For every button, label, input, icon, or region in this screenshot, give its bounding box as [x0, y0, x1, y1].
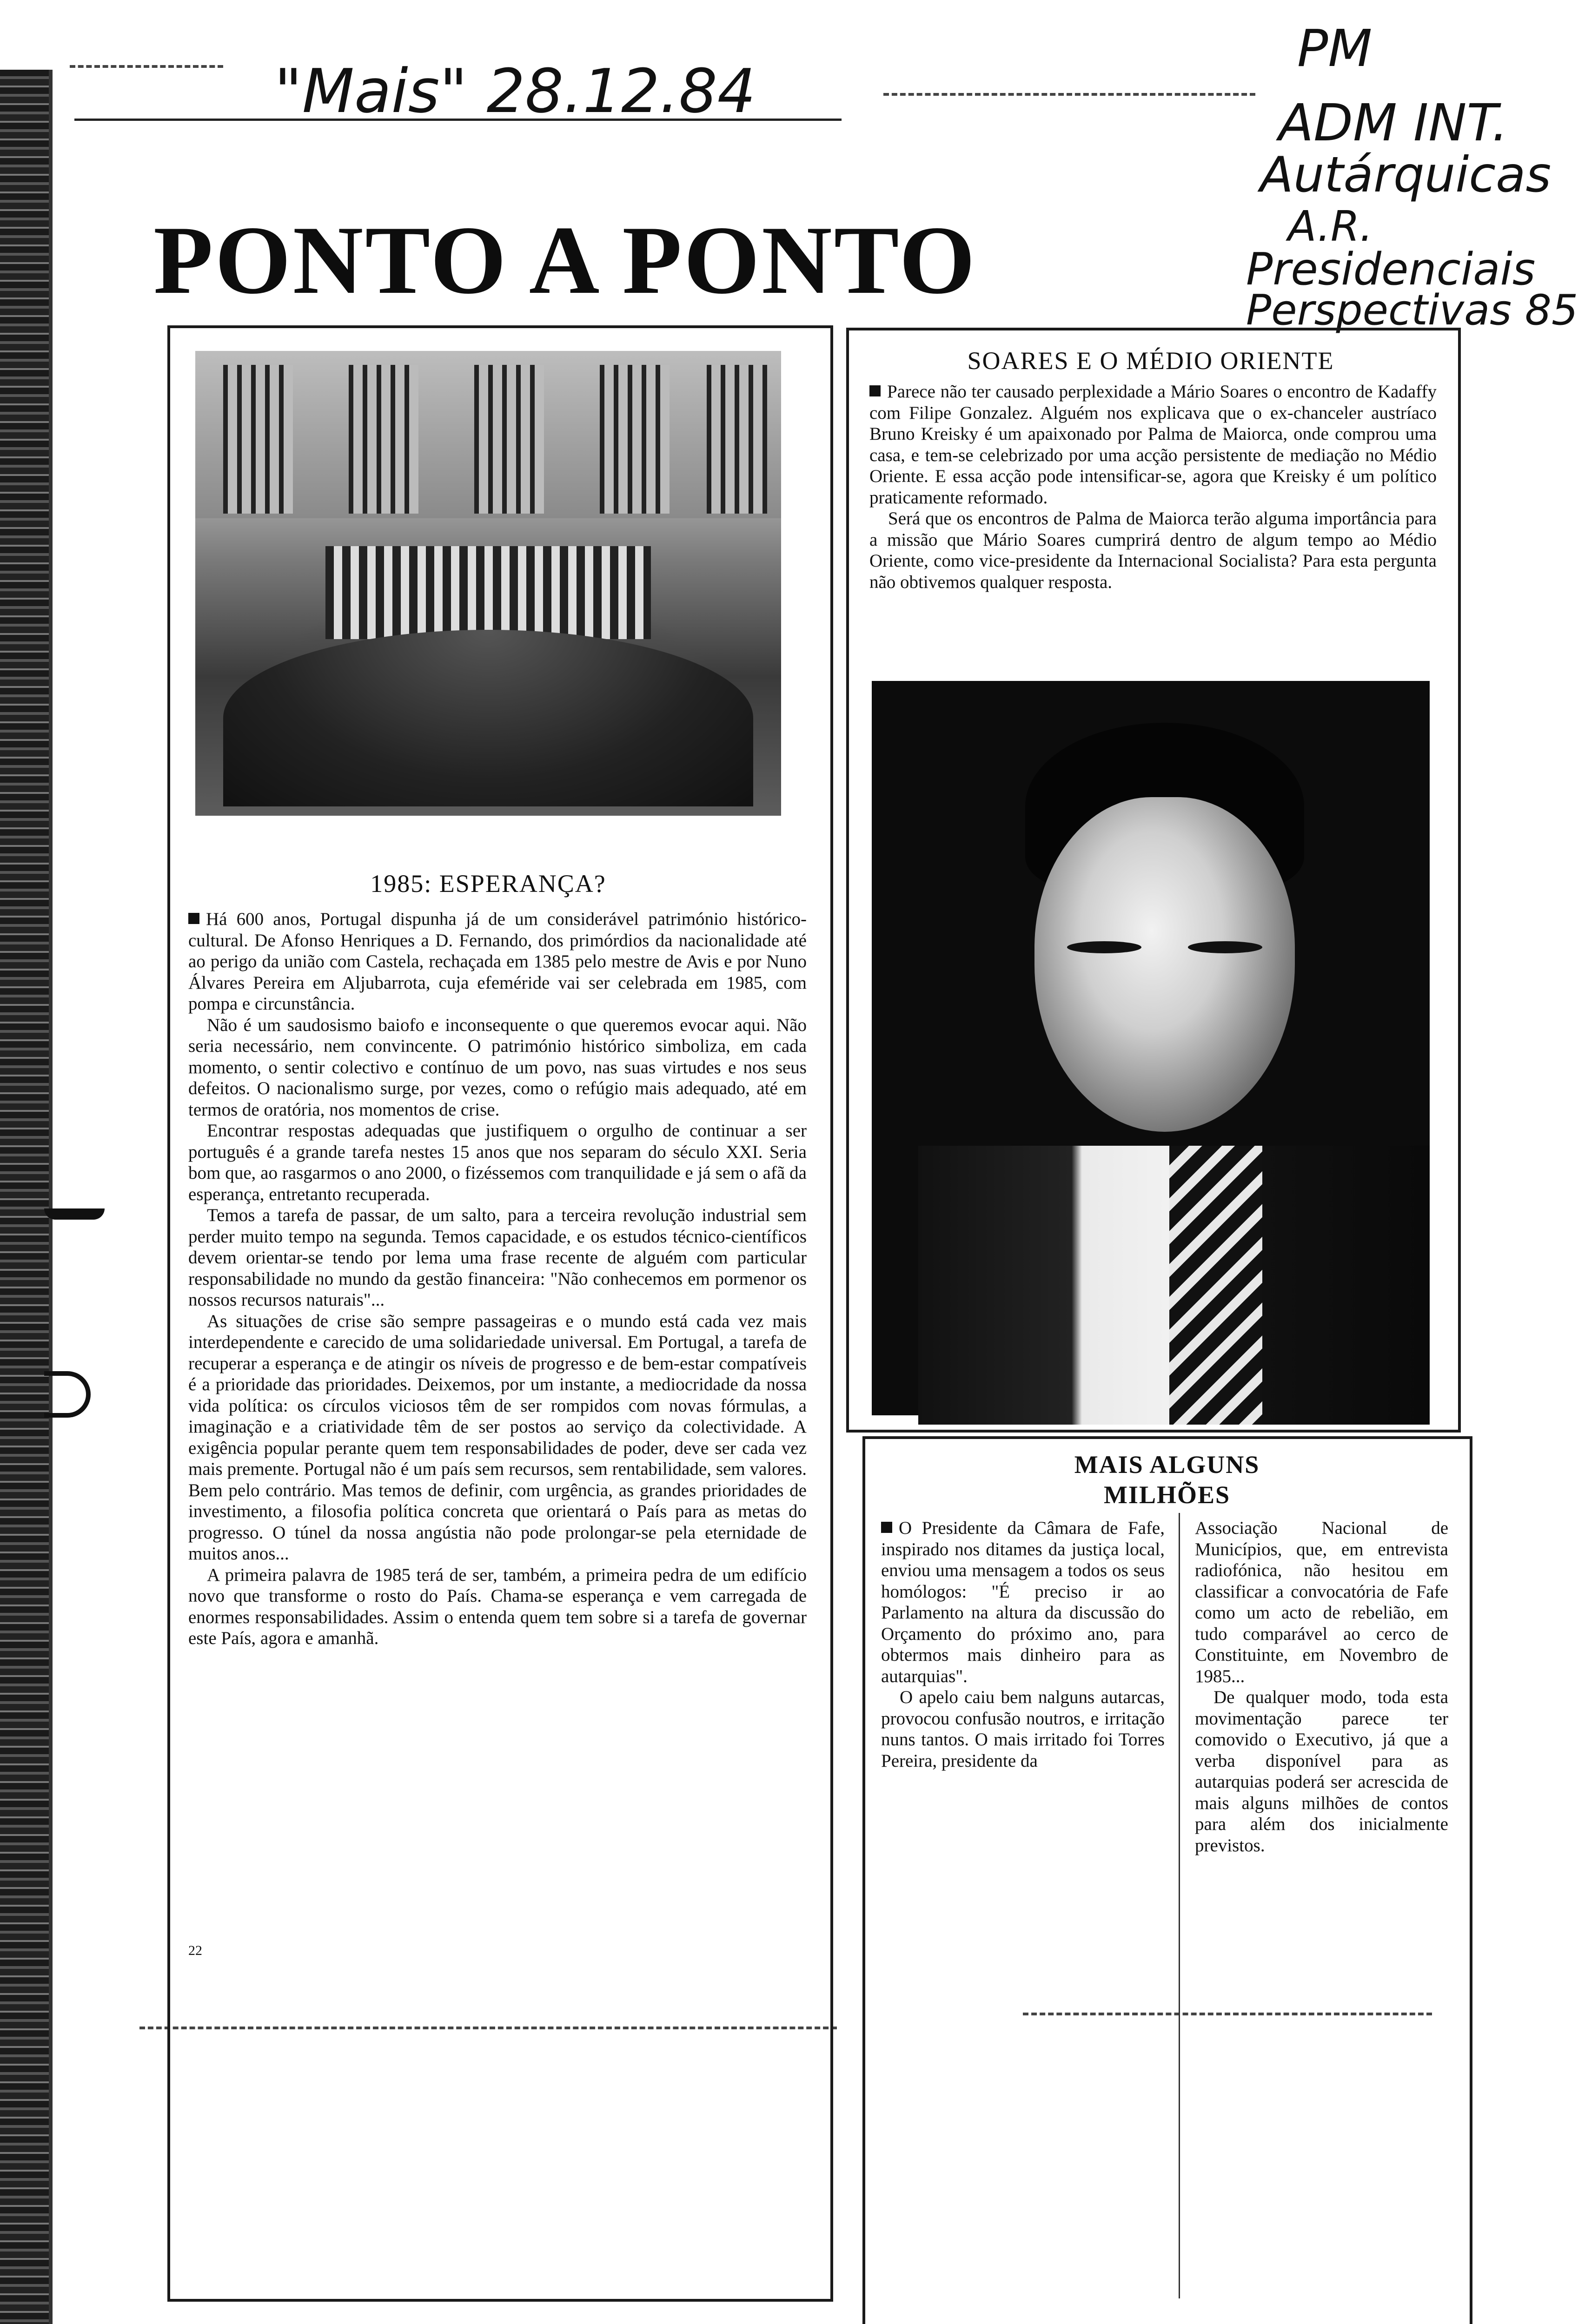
- chamber-window: [474, 365, 544, 514]
- man-portrait-photo: [872, 681, 1430, 1415]
- chamber-window: [707, 365, 767, 514]
- article-paragraph: Parece não ter causado perplexidade a Mário Soares o encontro de Kadaffy com Filipe Gonzalez. Alguém nos explicava que o ex-chanceler austríaco Bruno Kreisky é um apaixonado por Palma de Maiorca, onde comprou uma casa, e tem-se celebrizado por uma acção persistente de mediação no Médio Oriente. E essa acção pode intensificar-se, agora que Kreisky é um político praticamente reformado.: [869, 382, 1437, 508]
- scan-edge-line: [49, 70, 53, 2324]
- handwritten-note-5: Perspectivas 85: [1246, 286, 1578, 335]
- handwritten-underline: [74, 119, 842, 121]
- headline-esperanca: 1985: ESPERANÇA?: [370, 870, 606, 898]
- scan-binding-edge: [0, 70, 49, 2324]
- handwritten-note-2: Autárquicas: [1260, 146, 1551, 203]
- article-body-soares: [869, 381, 1437, 660]
- page-number: 22: [188, 1943, 202, 1958]
- chamber-window: [600, 365, 670, 514]
- article-paragraph: O Presidente da Câmara de Fafe, inspirado nos ditames da justiça local, enviou uma mensagem a todos os seus homólogos: "É preciso ir ao Parlamento na altura da discussão do Orçamento do próximo ano, para obtermos mais dinheiro para as autarquias".: [881, 1518, 1165, 1686]
- parliament-chamber-photo: [195, 351, 781, 816]
- headline-milhoes-line-2: MILHÕES: [1103, 1481, 1231, 1509]
- bullet-square-icon: [869, 385, 881, 396]
- headline-milhoes-line-1: MAIS ALGUNS: [1074, 1451, 1260, 1479]
- bullet-square-icon: [881, 1522, 892, 1533]
- scan-hole-mark-2: [44, 1371, 91, 1418]
- article-paragraph: Não é um saudosismo baiofo e inconsequente o que queremos evocar aqui. Não seria necessário, nem convincente. O património histórico simboliza, em cada momento, o sentir colectivo e contínuo de um povo, nas suas virtudes e nos seus defeitos. O nacionalismo surge, por vezes, como o refúgio mais adequado, até em termos de oratória, nos momentos de crise.: [188, 1015, 807, 1120]
- portrait-eye-left: [1067, 941, 1141, 953]
- article-paragraph: Associação Nacional de Municípios, que, em entrevista radiofónica, não hesitou em classificar a convocatória de Fafe como um acto de rebelião, em tudo comparável ao cerco de Constituinte, em Novembro de 1985...: [1195, 1518, 1448, 1686]
- scan-hole-mark: [44, 1208, 105, 1220]
- headline-soares: SOARES E O MÉDIO ORIENTE: [967, 347, 1334, 375]
- chamber-window: [349, 365, 418, 514]
- handwritten-source-note: "Mais" 28.12.84: [274, 56, 756, 126]
- scan-dash-top-left: [70, 65, 223, 68]
- article-body-esperanca: [188, 909, 807, 1908]
- bullet-square-icon: [188, 913, 199, 924]
- handwritten-note-1: ADM INT.: [1279, 93, 1508, 152]
- chamber-window: [223, 365, 293, 514]
- article-paragraph: De qualquer modo, toda esta movimentação parece ter comovido o Executivo, já que a verba disponível para as autarquias poderá ser acrescida de mais alguns milhões de contos para além dos inicialmente previstos.: [1195, 1687, 1448, 1855]
- article-paragraph: Há 600 anos, Portugal dispunha já de um considerável património histórico-cultural. De Afonso Henriques a D. Fernando, dos primórdios da nacionalidade até ao perigo da união com Castela, rechaçada em 1385 pelo mestre de Avis e por Nuno Álvares Pereira em Aljubarrota, cuja efeméride vai ser celebrada em 1985, com pompa e circunstância.: [188, 909, 807, 1014]
- portrait-eye-right: [1188, 941, 1262, 953]
- chamber-seats: [223, 630, 753, 806]
- article-paragraph: Encontrar respostas adequadas que justifiquem o orgulho de continuar a ser português é a grande tarefa nestes 15 anos que nos separam do século XXI. Seria bom que, ao rasgarmos o ano 2000, o fizéssemos com tranquilidade e já sem o afã da esperança, entretanto recuperada.: [188, 1121, 807, 1204]
- article-body-milhoes-col2: [1195, 1518, 1448, 2317]
- portrait-face: [1034, 797, 1295, 1132]
- article-paragraph: Temos a tarefa de passar, de um salto, para a terceira revolução industrial sem perder muito tempo na segunda. Temos capacidade, e os estudos técnico-científicos devem orientar-se tendo por lema uma frase recente de alguém com particular responsabilidade no mundo da gestão financeira: "Não conhecemos em pormenor os nossos recursos naturais"...: [188, 1205, 807, 1310]
- handwritten-note-4: Presidenciais: [1246, 244, 1536, 295]
- portrait-striped-tie: [1169, 1146, 1262, 1425]
- chamber-tribune: [325, 546, 651, 639]
- column-divider: [1179, 1513, 1180, 2298]
- article-body-milhoes-col1: [881, 1518, 1165, 2317]
- handwritten-note-3: A.R.: [1288, 202, 1373, 251]
- article-paragraph: O apelo caiu bem nalguns autarcas, provocou confusão noutros, e irritação nuns tantos. O mais irritado foi Torres Pereira, presidente da: [881, 1687, 1165, 1771]
- article-paragraph: Será que os encontros de Palma de Maiorca terão alguma importância para a missão que Mário Soares cumprirá dentro de algum tempo ao Médio Oriente, como vice-presidente da Internacional Socialista? Para esta pergunta não obtivemos qualquer resposta.: [869, 508, 1437, 592]
- masthead-title: PONTO A PONTO: [153, 206, 977, 314]
- scan-dash-top-right: [883, 93, 1255, 96]
- handwritten-code: PM: [1297, 19, 1372, 78]
- article-paragraph: As situações de crise são sempre passageiras e o mundo está cada vez mais interdependente e carecido de uma solidariedade universal. Em Portugal, a tarefa de recuperar a esperança e de atingir os níveis de progresso e de bem-estar compatíveis é a prioridade das prioridades. Deixemos, por um instante, a mediocridade da nossa vida política: os círculos viciosos têm de ser rompidos com novas fórmulas, a imaginação e a criatividade têm de ser postos ao serviço da colectividade. A exigência popular perante quem tem responsabilidades de poder, deve ser cada vez mais premente. Portugal não é um país sem recursos, sem rentabilidade, sem valores. Bem pelo contrário. Mas temos de definir, com urgência, as grandes prioridades de investimento, a filosofia política concreta que orientará o País para as metas do progresso. O túnel da nossa angústia não pode prolongar-se pela eternidade de muitos anos...: [188, 1311, 807, 1564]
- article-paragraph: A primeira palavra de 1985 terá de ser, também, a primeira pedra de um edifício novo que transforme o rosto do País. Chama-se esperança e vem carregada de enormes responsabilidades. Assim o entenda quem tem sobre si a tarefa de governar este País, agora e amanhã.: [188, 1565, 807, 1648]
